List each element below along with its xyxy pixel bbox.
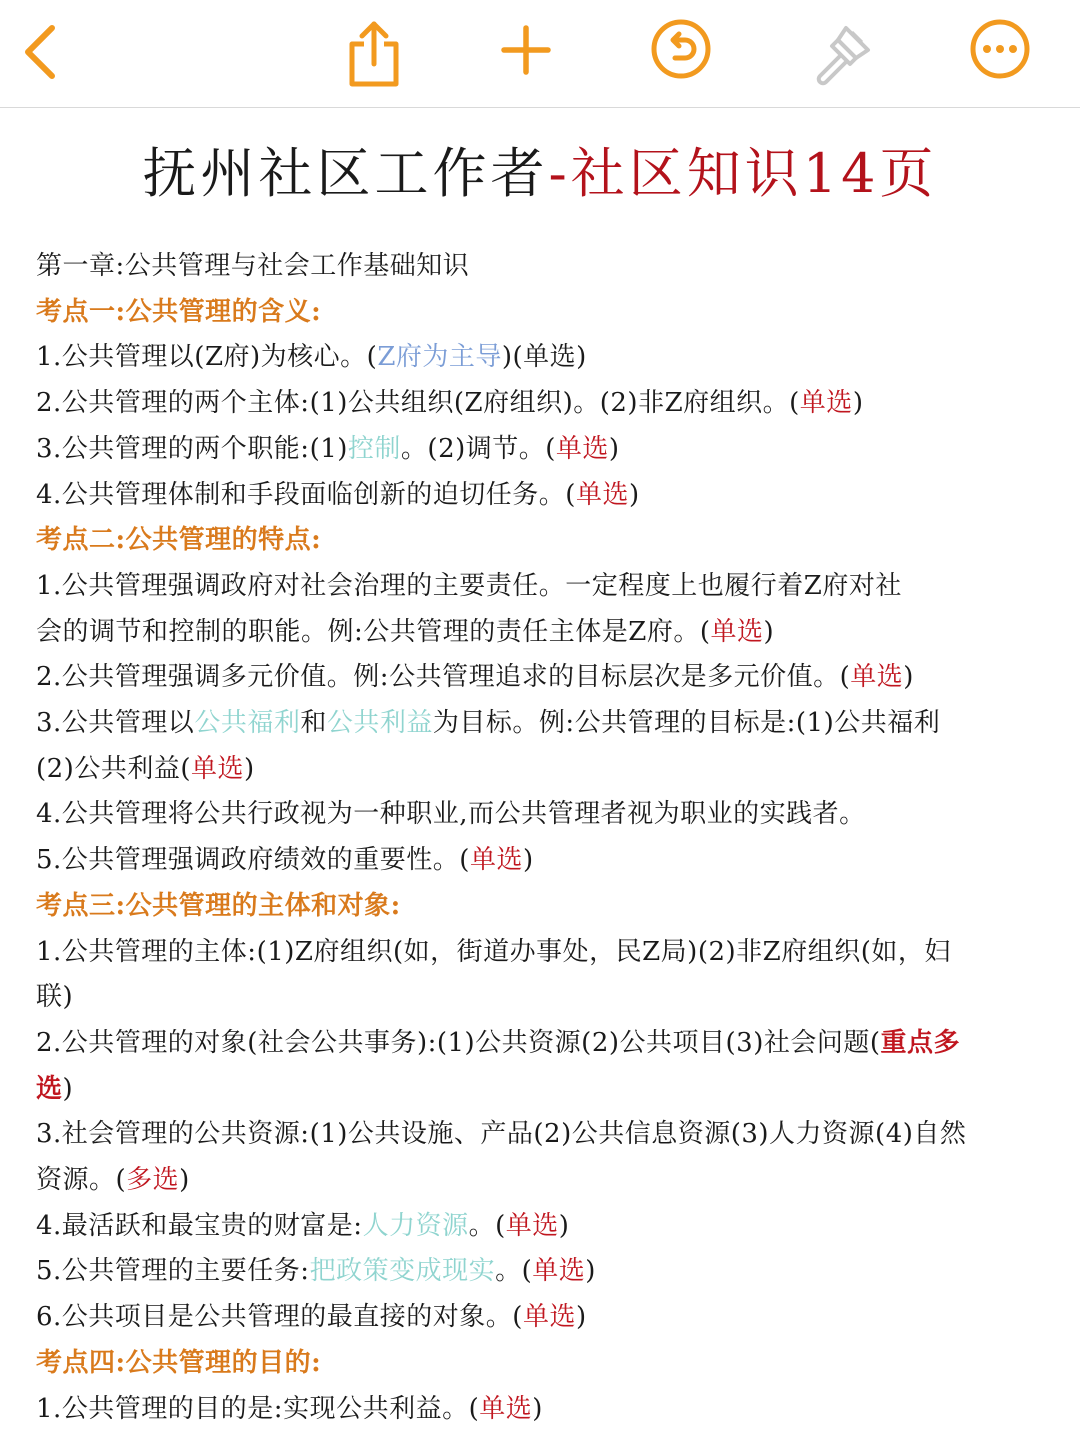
format-button[interactable] [806, 18, 878, 90]
text: (2)公共利益( [36, 753, 191, 784]
heading-text: 考点三:公共管理的主体和对象: [36, 890, 401, 921]
answer-tag: 单选 [190, 753, 244, 784]
answer-tag: 单选 [555, 433, 609, 464]
text: 资源。( [36, 1165, 127, 1196]
answer-tag: 多选 [126, 1165, 180, 1196]
note-line [36, 701, 1052, 747]
text: 3.社会管理的公共资源:(1)公共设施、产品(2)公共信息资源(3)人力资源(4)自然 [36, 1119, 967, 1150]
answer-tag: 单选 [532, 1256, 586, 1287]
answer-tag: 单选 [710, 616, 764, 647]
text: 为目标。例:公共管理的目标是:(1)公共福利 [432, 708, 941, 739]
text: ) [244, 753, 255, 784]
highlight-teal: 控制 [347, 433, 401, 464]
note-line [36, 1249, 1052, 1295]
text: ) [763, 616, 775, 647]
heading-text: 考点四:公共管理的目的: [36, 1347, 322, 1378]
add-button[interactable] [490, 18, 562, 90]
chevron-left-icon [4, 18, 76, 90]
text: 联) [36, 982, 74, 1013]
note-line [36, 1067, 1052, 1113]
text: ) [585, 1256, 596, 1287]
section-heading [36, 518, 1052, 564]
text: )(单选) [501, 342, 587, 373]
note-line [36, 1112, 1052, 1158]
text: 会的调节和控制的职能。例:公共管理的责任主体是Z府。( [36, 616, 711, 647]
section-heading [36, 884, 1052, 930]
highlight-teal: 公共利益 [326, 708, 433, 739]
note-line [36, 1295, 1052, 1341]
note-line [36, 1021, 1052, 1067]
text: ) [62, 1073, 74, 1104]
chapter-title [36, 244, 1052, 290]
title-sub: -社区知识14页 [548, 142, 938, 205]
text: ) [852, 388, 864, 419]
highlight-teal: 公共福利 [194, 708, 301, 739]
text: ) [903, 662, 914, 693]
title-main: 抚州社区工作者 [142, 142, 549, 205]
more-button[interactable] [964, 18, 1036, 90]
text: 和 [300, 708, 327, 739]
note-line [36, 747, 1052, 793]
undo-button[interactable] [645, 18, 717, 90]
heading-text: 考点二:公共管理的特点: [36, 525, 322, 556]
text: 3.公共管理的两个职能:(1) [36, 433, 348, 464]
text: 。(2)调节。( [400, 433, 556, 464]
share-icon [338, 18, 410, 90]
note-line [36, 838, 1052, 884]
text: 1.公共管理强调政府对社会治理的主要责任。一定程度上也履行着Z府对社 [36, 570, 902, 601]
text: ) [522, 845, 534, 876]
text: 1.公共管理以(Z府)为核心。( [36, 342, 378, 373]
answer-tag-bold: 选 [36, 1073, 63, 1104]
text: ) [628, 479, 640, 510]
note-line [36, 792, 1052, 838]
page-title [0, 138, 1080, 210]
more-icon [964, 18, 1036, 90]
answer-tag-bold: 重点多 [880, 1027, 961, 1058]
text: 6.公共项目是公共管理的最直接的对象。( [36, 1302, 523, 1333]
text: 2.公共管理的对象(社会公共事务):(1)公共资源(2)公共项目(3)社会问题( [36, 1027, 881, 1058]
undo-icon [645, 18, 717, 90]
note-line [36, 335, 1052, 381]
text: 5.公共管理的主要任务: [36, 1256, 310, 1287]
text: 4.公共管理将公共行政视为一种职业,而公共管理者视为职业的实践者。 [36, 799, 866, 830]
paintbrush-icon [806, 18, 878, 90]
highlight-teal: 把政策变成现实 [309, 1256, 496, 1287]
note-line [36, 610, 1052, 656]
note-line [36, 930, 1052, 976]
note-line [36, 655, 1052, 701]
text: 3.公共管理以 [36, 708, 195, 739]
heading-text: 考点一:公共管理的含义: [36, 296, 322, 327]
note-line [36, 381, 1052, 427]
answer-tag: 单选 [505, 1210, 559, 1241]
text: 2.公共管理的两个主体:(1)公共组织(Z府组织)。(2)非Z府组织。( [36, 388, 800, 419]
answer-tag: 单选 [575, 479, 629, 510]
note-line [36, 473, 1052, 519]
note-body[interactable] [36, 244, 1052, 1432]
text: ) [179, 1165, 190, 1196]
text: 1.公共管理的目的是:实现公共利益。( [36, 1393, 480, 1424]
text: 4.最活跃和最宝贵的财富是: [36, 1210, 363, 1241]
text: 5.公共管理强调政府绩效的重要性。( [36, 845, 470, 876]
section-heading [36, 1341, 1052, 1387]
answer-tag: 单选 [522, 1302, 576, 1333]
text: ) [558, 1210, 570, 1241]
note-line [36, 1204, 1052, 1250]
text: 4.公共管理体制和手段面临创新的迫切任务。( [36, 479, 576, 510]
answer-tag: 单选 [469, 845, 523, 876]
back-button[interactable] [4, 18, 76, 90]
note-line [36, 1158, 1052, 1204]
plus-icon [490, 18, 562, 90]
note-line [36, 1387, 1052, 1433]
note-line [36, 427, 1052, 473]
note-line [36, 564, 1052, 610]
text: ) [608, 433, 620, 464]
answer-tag: 单选 [799, 388, 853, 419]
text: 2.公共管理强调多元价值。例:公共管理追求的目标层次是多元价值。( [36, 662, 851, 693]
text: 1.公共管理的主体:(1)Z府组织(如，街道办事处，民Z局)(2)非Z府组织(如，妇 [36, 936, 951, 967]
note-line [36, 975, 1052, 1021]
text: ) [532, 1393, 543, 1424]
section-heading [36, 290, 1052, 336]
highlight-blue: Z府为主导 [377, 342, 502, 373]
answer-tag: 单选 [479, 1393, 533, 1424]
text: 。( [468, 1210, 506, 1241]
highlight-teal: 人力资源 [362, 1210, 469, 1241]
text: 第一章:公共管理与社会工作基础知识 [36, 251, 470, 281]
share-button[interactable] [338, 18, 410, 90]
top-toolbar [0, 0, 1080, 108]
text: 。( [495, 1256, 533, 1287]
answer-tag: 单选 [850, 662, 904, 693]
text: ) [575, 1302, 587, 1333]
